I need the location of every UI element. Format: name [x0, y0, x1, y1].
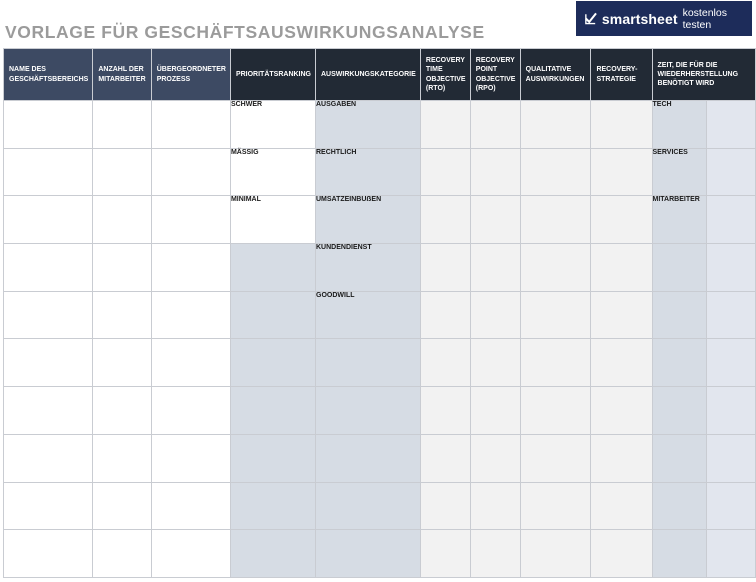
column-header: QUALITATIVE AUSWIRKUNGEN [520, 49, 591, 101]
column-header: ÜBERGEORDNETER PROZESS [151, 49, 230, 101]
column-header: RECOVERY-STRATEGIE [591, 49, 652, 101]
table-cell[interactable]: UMSATZEINBUẞEN [316, 196, 421, 244]
table-cell[interactable] [151, 387, 230, 435]
table-cell[interactable] [470, 482, 520, 530]
table-cell[interactable]: KUNDENDIENST [316, 244, 421, 292]
table-cell[interactable] [230, 530, 315, 578]
table-cell[interactable] [520, 530, 591, 578]
table-cell[interactable] [470, 101, 520, 149]
table-cell[interactable] [520, 148, 591, 196]
table-cell[interactable] [652, 530, 706, 578]
table-cell[interactable] [151, 339, 230, 387]
table-cell[interactable] [151, 434, 230, 482]
header-row [4, 49, 756, 101]
table-row [4, 101, 756, 149]
table-cell[interactable] [420, 530, 470, 578]
table-cell[interactable] [591, 196, 652, 244]
table-cell[interactable] [4, 530, 93, 578]
column-header: RECOVERY TIME OBJECTIVE (RTO) [420, 49, 470, 101]
table-cell[interactable] [230, 482, 315, 530]
table-cell[interactable] [706, 482, 755, 530]
table-cell[interactable] [230, 291, 315, 339]
table-cell[interactable] [230, 339, 315, 387]
table-row [4, 148, 756, 196]
column-header: AUSWIRKUNGSKATEGORIE [316, 49, 421, 101]
table-cell[interactable] [470, 244, 520, 292]
table-cell[interactable] [470, 196, 520, 244]
table-cell[interactable] [93, 291, 151, 339]
table-cell[interactable]: MÄSSIG [230, 148, 315, 196]
table-cell[interactable] [93, 101, 151, 149]
table-cell[interactable] [706, 387, 755, 435]
table-cell[interactable] [93, 196, 151, 244]
table-cell[interactable] [4, 339, 93, 387]
table-cell[interactable] [316, 339, 421, 387]
table-cell[interactable] [4, 291, 93, 339]
column-header: RECOVERY POINT OBJECTIVE (RPO) [470, 49, 520, 101]
table-cell[interactable]: MINIMAL [230, 196, 315, 244]
table-row [4, 196, 756, 244]
table-cell[interactable] [470, 387, 520, 435]
table-cell[interactable] [470, 339, 520, 387]
table-row [4, 482, 756, 530]
table-cell[interactable] [706, 244, 755, 292]
table-cell[interactable] [520, 434, 591, 482]
table-cell[interactable] [4, 244, 93, 292]
table-cell[interactable] [470, 434, 520, 482]
table-cell[interactable] [230, 434, 315, 482]
table-cell[interactable] [151, 530, 230, 578]
table-cell[interactable] [420, 387, 470, 435]
table-cell[interactable] [420, 434, 470, 482]
table-row [4, 291, 756, 339]
column-header: PRIORITÄTSRANKING [230, 49, 315, 101]
table-cell[interactable] [420, 291, 470, 339]
table-cell[interactable] [151, 291, 230, 339]
table-cell[interactable] [93, 434, 151, 482]
table-cell[interactable] [316, 482, 421, 530]
table-cell[interactable] [230, 387, 315, 435]
table-cell[interactable] [420, 482, 470, 530]
table-cell[interactable] [652, 482, 706, 530]
table-cell[interactable] [591, 291, 652, 339]
banner-cta: kostenlos testen [682, 6, 727, 31]
table-cell[interactable] [520, 482, 591, 530]
table-cell[interactable] [520, 339, 591, 387]
table-cell[interactable] [706, 434, 755, 482]
table-cell[interactable] [420, 196, 470, 244]
table-row [4, 434, 756, 482]
table-cell[interactable] [316, 434, 421, 482]
table-cell[interactable] [151, 101, 230, 149]
table-cell[interactable] [93, 387, 151, 435]
table-cell[interactable] [706, 101, 755, 149]
column-header: ZEIT, DIE FÜR DIE WIEDERHERSTELLUNG BENÖTIGT WIRD [652, 49, 755, 101]
table-cell[interactable] [316, 387, 421, 435]
smartsheet-banner[interactable] [576, 1, 752, 36]
table-cell[interactable] [520, 291, 591, 339]
table-cell[interactable] [706, 148, 755, 196]
table-cell[interactable] [591, 148, 652, 196]
table-cell[interactable] [652, 244, 706, 292]
table-cell[interactable] [591, 101, 652, 149]
checkmark-icon [585, 12, 597, 25]
table-cell[interactable] [316, 530, 421, 578]
table-cell[interactable] [4, 196, 93, 244]
table-cell[interactable] [706, 196, 755, 244]
banner-brand: smartsheet [601, 10, 678, 27]
column-header: NAME DES GESCHÄFTSBEREICHS [4, 49, 93, 101]
table-cell[interactable]: SCHWER [230, 101, 315, 149]
table-cell[interactable] [4, 482, 93, 530]
table-row [4, 339, 756, 387]
table-cell[interactable] [520, 387, 591, 435]
table-cell[interactable] [591, 244, 652, 292]
table-cell[interactable] [230, 244, 315, 292]
table-cell[interactable] [420, 101, 470, 149]
table-cell[interactable] [470, 530, 520, 578]
page-title: VORLAGE FÜR GESCHÄFTSAUSWIRKUNGSANALYSE [5, 22, 485, 42]
table-cell[interactable] [4, 101, 93, 149]
table-cell[interactable]: SERVICES [652, 148, 706, 196]
table-cell[interactable] [151, 196, 230, 244]
table-cell[interactable] [151, 244, 230, 292]
table-cell[interactable] [420, 148, 470, 196]
table-cell[interactable] [520, 244, 591, 292]
table-cell[interactable] [706, 530, 755, 578]
table-cell[interactable]: MITARBEITER [652, 196, 706, 244]
table-cell[interactable]: TECH [652, 101, 706, 149]
table-cell[interactable] [4, 387, 93, 435]
table-cell[interactable]: RECHTLICH [316, 148, 421, 196]
table-cell[interactable] [520, 101, 591, 149]
table-cell[interactable] [652, 434, 706, 482]
table-cell[interactable] [4, 434, 93, 482]
table-cell[interactable] [93, 339, 151, 387]
table-cell[interactable] [93, 482, 151, 530]
table-cell[interactable] [591, 339, 652, 387]
table-cell[interactable] [591, 387, 652, 435]
table-cell[interactable] [420, 244, 470, 292]
table-cell[interactable] [652, 291, 706, 339]
table-cell[interactable] [652, 339, 706, 387]
table-cell[interactable] [591, 530, 652, 578]
table-cell[interactable]: GOODWILL [316, 291, 421, 339]
table-cell[interactable] [591, 434, 652, 482]
analysis-table [3, 48, 756, 578]
table-cell[interactable]: AUSGABEN [316, 101, 421, 149]
table-cell[interactable] [151, 482, 230, 530]
table-cell[interactable] [470, 291, 520, 339]
table-cell[interactable] [420, 339, 470, 387]
table-cell[interactable] [520, 196, 591, 244]
column-header: ANZAHL DER MITARBEITER [93, 49, 151, 101]
table-cell[interactable] [93, 244, 151, 292]
table-cell[interactable] [93, 148, 151, 196]
table-row [4, 244, 756, 292]
table-cell[interactable] [151, 148, 230, 196]
table-cell[interactable] [470, 148, 520, 196]
table-cell[interactable] [652, 387, 706, 435]
table-cell[interactable] [706, 291, 755, 339]
table-row [4, 387, 756, 435]
table-cell[interactable] [706, 339, 755, 387]
table-row [4, 530, 756, 578]
table-cell[interactable] [4, 148, 93, 196]
table-cell[interactable] [93, 530, 151, 578]
table-cell[interactable] [591, 482, 652, 530]
